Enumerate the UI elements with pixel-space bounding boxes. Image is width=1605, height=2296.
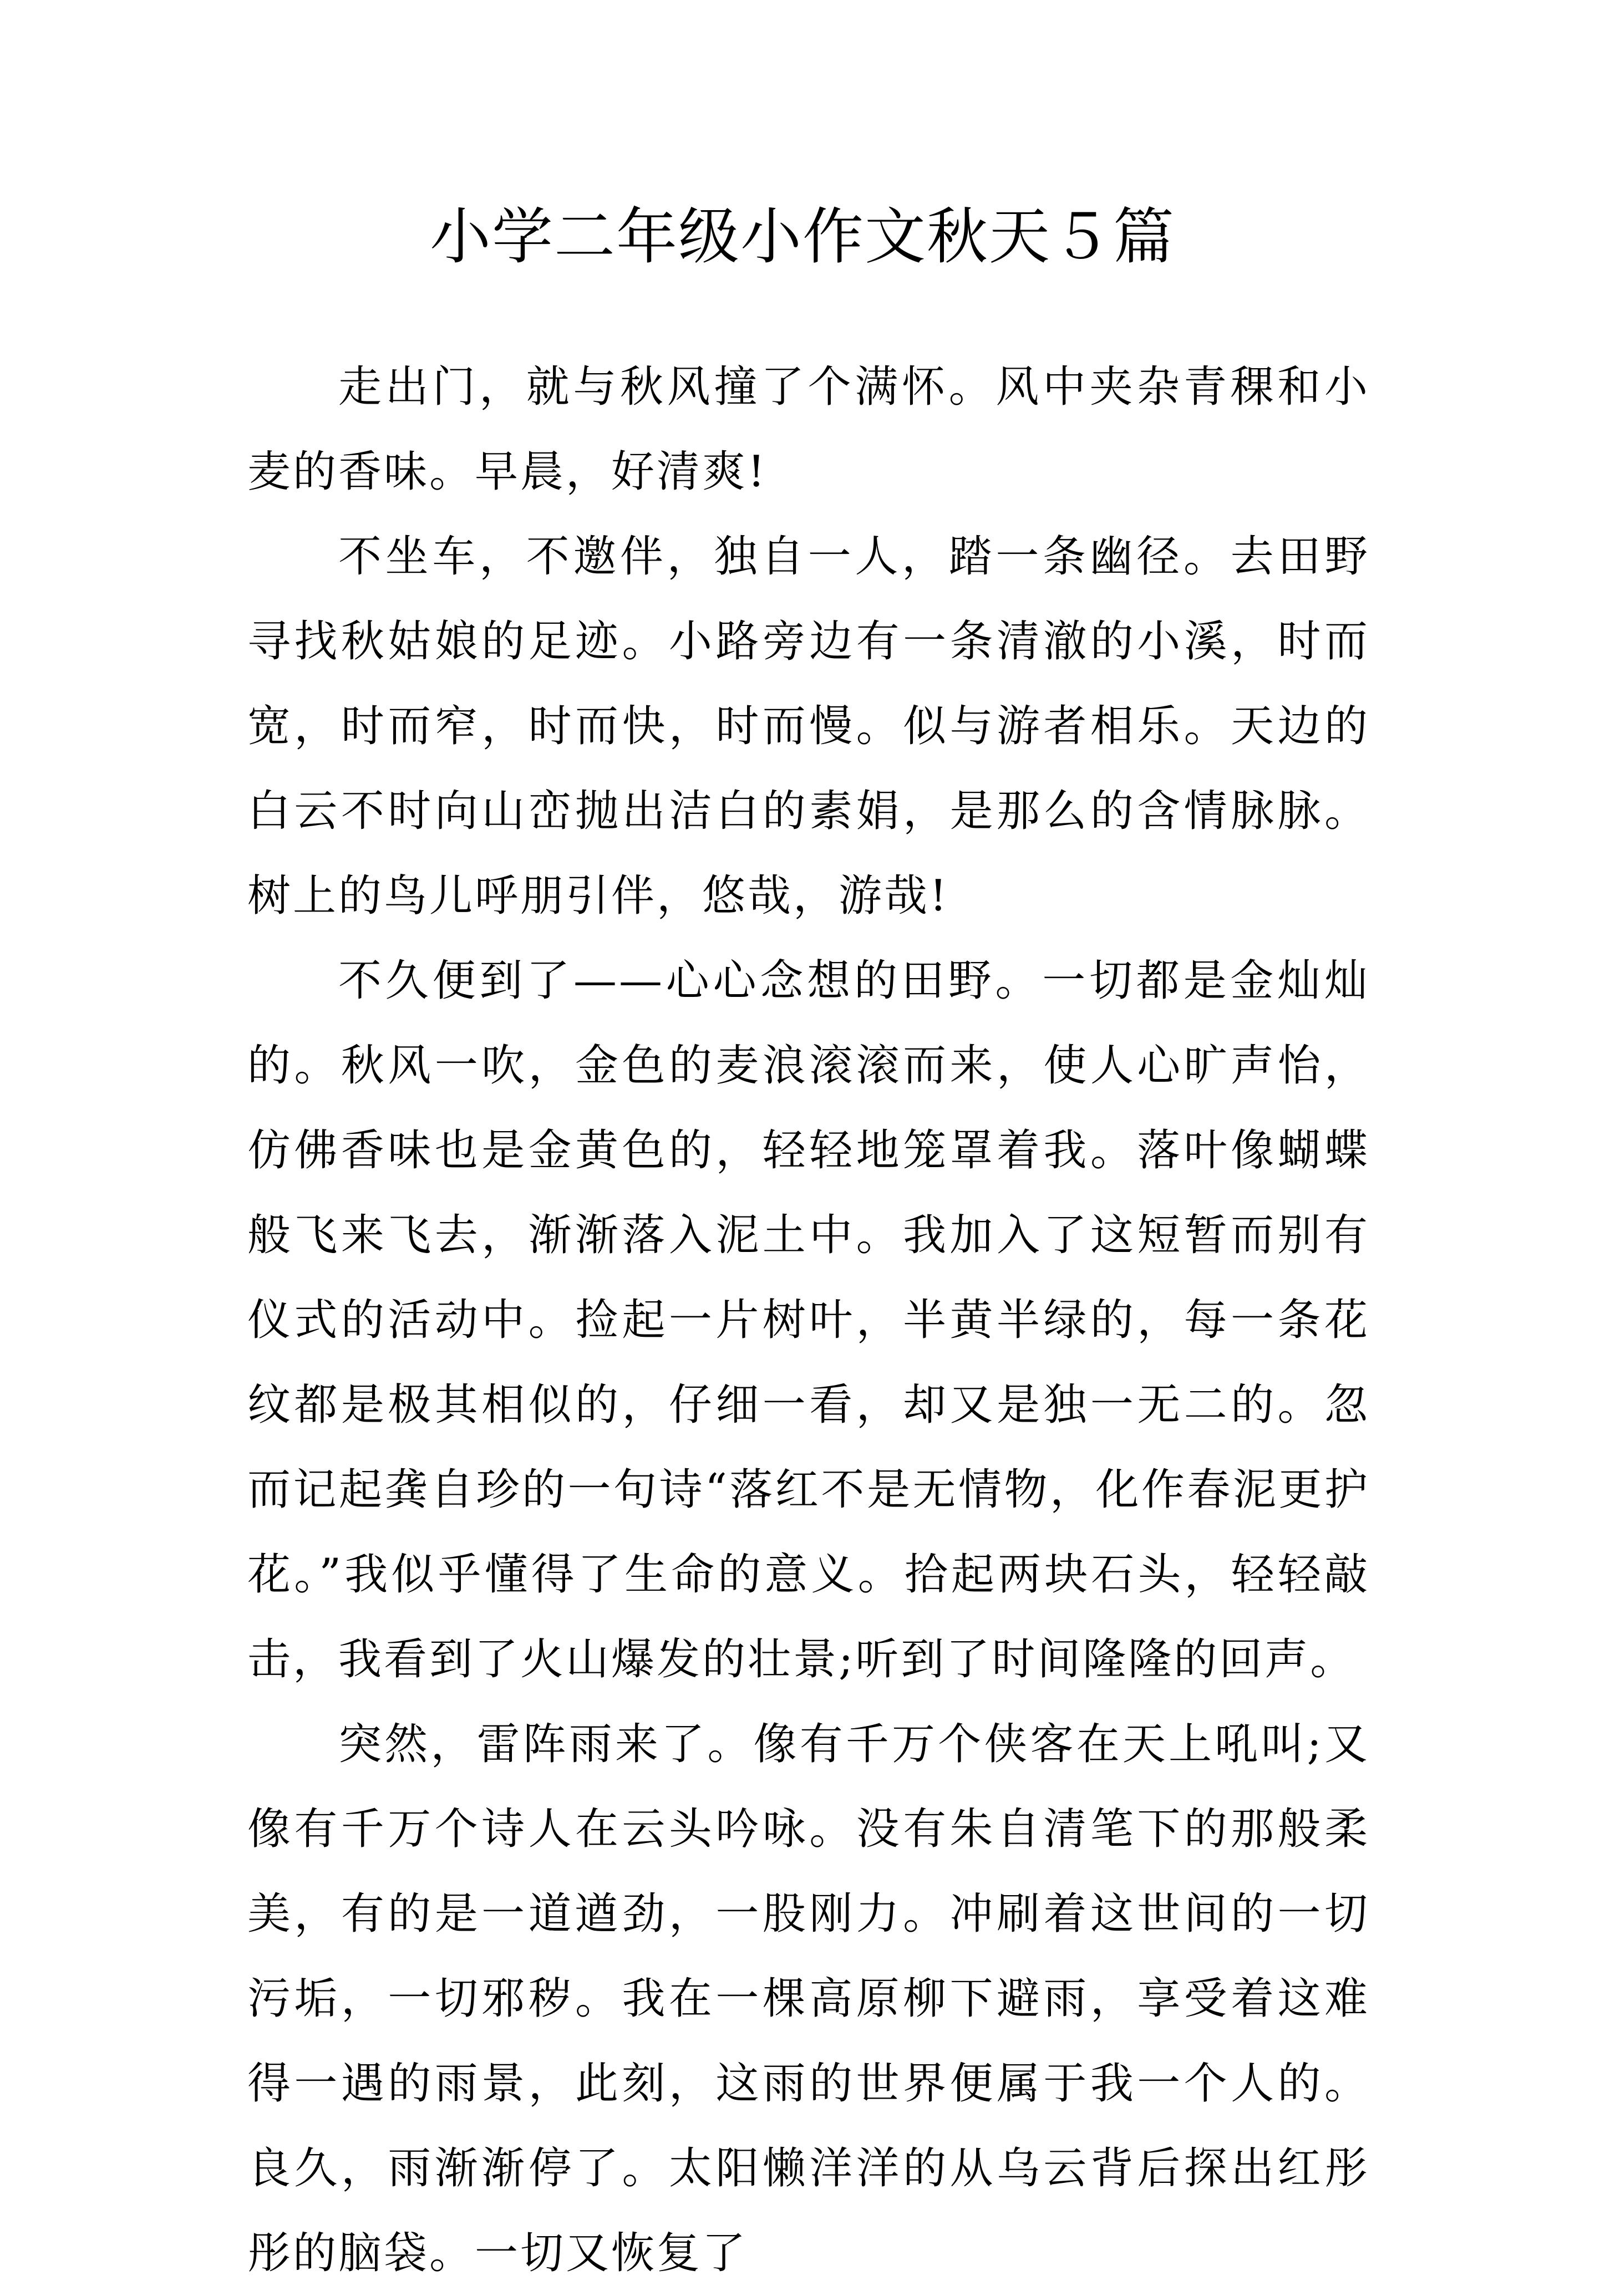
paragraph-2: 不坐车，不邀伴，独自一人，踏一条幽径。去田野寻找秋姑娘的足迹。小路旁边有一条清澈的小溪，时而宽，时而窄，时而快，时而慢。似与游者相乐。天边的白云不时向山峦抛出洁白的素娟，是那么的含情脉脉。树上的鸟儿呼朋引伴，悠哉，游哉! [247, 532, 1370, 921]
paragraph-1: 走出门，就与秋风撞了个满怀。风中夹杂青稞和小麦的香味。早晨，好清爽! [247, 362, 1370, 497]
paragraph-3: 不久便到了——心心念想的田野。一切都是金灿灿的。秋风一吹，金色的麦浪滚滚而来，使人心旷声怡，仿佛香味也是金黄色的，轻轻地笼罩着我。落叶像蝴蝶般飞来飞去，渐渐落入泥土中。我加入了这短暂而别有仪式的活动中。捡起一片树叶，半黄半绿的，每一条花纹都是极其相似的，仔细一看，却又是独一无二的。忽而记起龚自珍的一句诗“落红不是无情物，化作春泥更护花。”我似乎懂得了生命的意义。拾起两块石头，轻轻敲击，我看到了火山爆发的壮景;听到了时间隆隆的回声。 [247, 956, 1370, 1684]
document-title: 小学二年级小作文秋天５篇 [430, 201, 1175, 272]
paragraph-4: 突然，雷阵雨来了。像有千万个侠客在天上吼叫;又像有千万个诗人在云头吟咏。没有朱自清笔下的那般柔美，有的是一道遒劲，一股刚力。冲刷着这世间的一切污垢，一切邪秽。我在一棵高原柳下避雨，享受着这难得一遇的雨景，此刻，这雨的世界便属于我一个人的。良久，雨渐渐停了。太阳懒洋洋的从乌云背后探出红彤彤的脑袋。一切又恢复了 [247, 1719, 1370, 2278]
document-body [247, 345, 1370, 2296]
